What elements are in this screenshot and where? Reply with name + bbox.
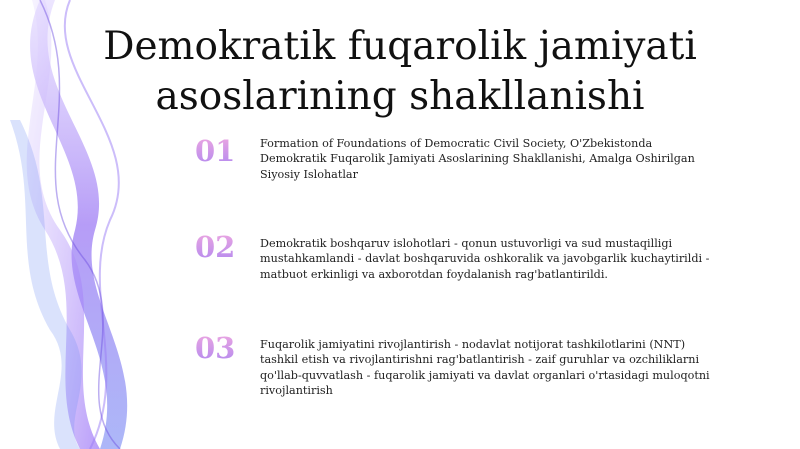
item-number: 02 xyxy=(195,230,253,264)
item-text: Formation of Foundations of Democratic Civil Society, O'Zbekistonda Demokratik Fuqarolik Jamiyati Asoslarining Shakllanishi, Amalga Oshirilgan Siyosiy Islohatlar xyxy=(260,137,695,181)
item-number: 03 xyxy=(195,331,253,365)
item-text: Demokratik boshqaruv islohotlari - qonun ustuvorligi va sud mustaqilligi mustahkamlandi - davlat boshqaruvida oshkoralik va javobgarlik kuchaytirildi - matbuot erkinligi va axborotdan foydalanish rag'batlantirildi. xyxy=(260,237,710,281)
item-text: Fuqarolik jamiyatini rivojlantirish - nodavlat notijorat tashkilotlarini (NNT) tashkil etish va rivojlantirishni rag'batlantirish - zaif guruhlar va ozchiliklarni qo'llab-quvvatlash - fuqarolik jamiyati va davlat organlari o'rtasidagi muloqotni rivojlantirish xyxy=(260,338,710,398)
page-title: Demokratik fuqarolik jamiyati asoslarining shakllanishi xyxy=(103,24,697,119)
item-number: 01 xyxy=(195,134,253,168)
